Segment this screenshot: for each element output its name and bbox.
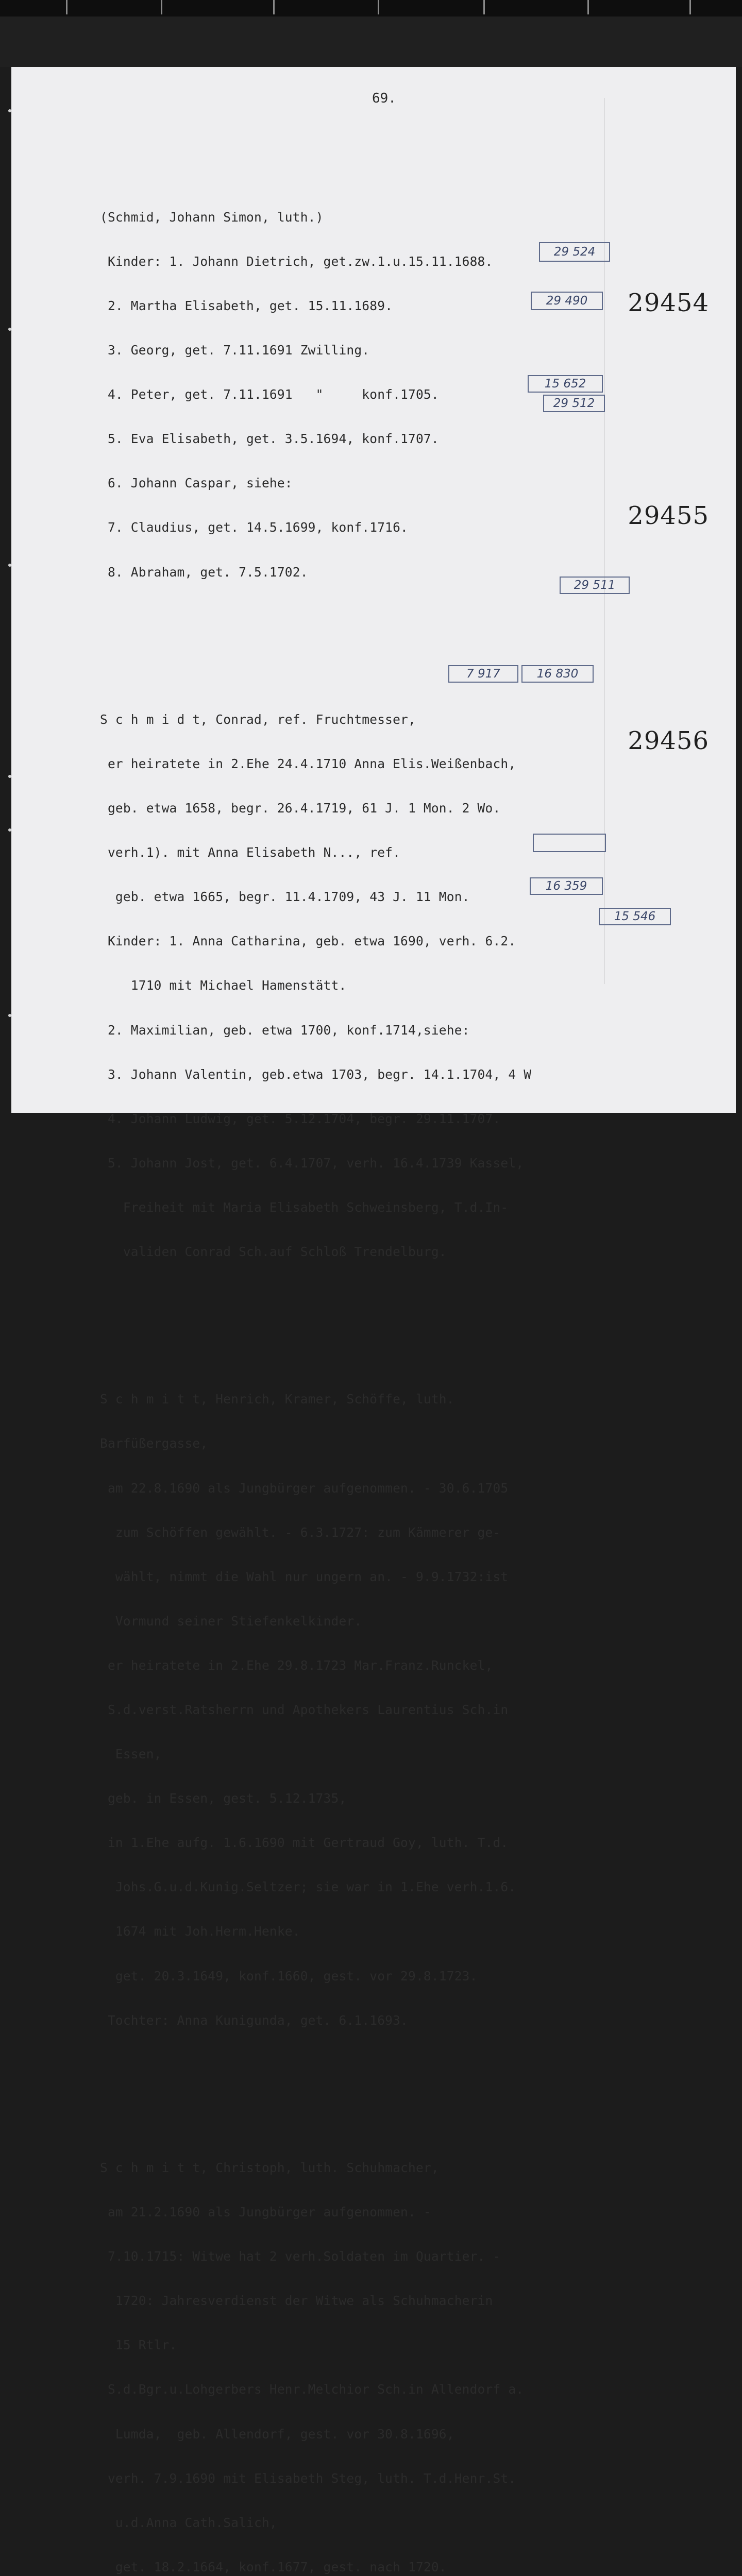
handwritten-reference-box: 16 830 [521, 665, 594, 683]
entry-29456 [100, 2131, 531, 2576]
entry-line: Kinder: 1. Anna Catharina, geb. etwa 1690, verh. 6.2. [100, 934, 516, 949]
entry-line: geb. etwa 1665, begr. 11.4.1709, 43 J. 11 Mon. [100, 889, 470, 905]
handwritten-reference-box: 7 917 [448, 665, 518, 683]
entry-line: 2. Maximilian, geb. etwa 1700, konf.1714,siehe: [100, 1022, 470, 1038]
entry-line: 5. Johann Jost, get. 6.4.1707, verh. 16.4.1739 Kassel, [100, 1155, 524, 1171]
scanner-tick [161, 0, 162, 14]
scanner-tick [273, 0, 275, 14]
entry-line: 4. Johann Ludwig, get. 5.12.1704, begr. 29.11.1707. [100, 1111, 501, 1126]
handwritten-reference-box: 15 652 [528, 375, 603, 393]
spacer [100, 639, 531, 653]
handwritten-reference-box: 16 359 [530, 877, 603, 895]
entry-line: 4. Peter, get. 7.11.1691 " konf.1705. [100, 387, 439, 402]
entry-line: get. 20.3.1649, konf.1660, gest. vor 29.8.1723. [100, 1968, 478, 1984]
scanner-tick [66, 0, 68, 14]
entry-line: S.d.verst.Ratsherrn und Apothekers Laurentius Sch.in [100, 1702, 509, 1717]
entry-line: 7.10.1715: Witwe hat 2 verh.Soldaten im Quartier. - [100, 2249, 501, 2264]
entry-line: S c h m i d t, Conrad, ref. Fruchtmesser, [100, 711, 416, 727]
entry-line: er heiratete in 2.Ehe 29.8.1723 Mar.Franz.Runckel, [100, 1657, 493, 1673]
entry-line: wählt, nimmt die Wahl nur ungern an. - 9.9.1732:ist [100, 1569, 509, 1584]
handwritten-reference-box [533, 834, 606, 852]
scan-background [0, 16, 742, 67]
entry-line: 1710 mit Michael Hamenstätt. [100, 978, 347, 993]
entry-line: S.d.Bgr.u.Lohgerbers Henr.Melchior Sch.in Allendorf a. [100, 2382, 524, 2397]
entry-line: 8. Abraham, get. 7.5.1702. [100, 564, 308, 580]
entry-line: get. 18.2.1664, konf.1677, gest. nach 1720. [100, 2559, 447, 2574]
entry-line: verh. 7.9.1690 mit Elisabeth Steg, luth. T.d.Henr.St. [100, 2470, 516, 2486]
entry-line: Lumda, geb. Allendorf, gest. vor 30.8.1696, [100, 2426, 454, 2442]
entry-29454 [100, 683, 531, 1289]
entry-line: validen Conrad Sch.auf Schloß Trendelburg. [100, 1244, 447, 1259]
entry-line: 5. Eva Elisabeth, get. 3.5.1694, konf.1707. [100, 431, 439, 447]
entry-line: (Schmid, Johann Simon, luth.) [100, 209, 324, 225]
handwritten-reference-box: 29 511 [560, 577, 630, 594]
handwritten-reference-box: 15 546 [599, 908, 671, 925]
entry-line: geb. etwa 1658, begr. 26.4.1719, 61 J. 1 Mon. 2 Wo. [100, 801, 501, 816]
entry-line: am 22.8.1690 als Jungbürger aufgenommen. - 30.6.1705 [100, 1480, 509, 1496]
entry-line: 2. Martha Elisabeth, get. 15.11.1689. [100, 298, 393, 313]
scanner-tick [378, 0, 379, 14]
entry-line: am 21.2.1690 als Jungbürger aufgenommen. - [100, 2205, 431, 2220]
genealogy-text [100, 151, 531, 2576]
scanner-tick [483, 0, 485, 14]
entry-schmid [100, 180, 531, 609]
entry-line: 7. Claudius, get. 14.5.1699, konf.1716. [100, 520, 409, 535]
entry-line: Tochter: Anna Kunigunda, get. 6.1.1693. [100, 2012, 409, 2028]
entry-line: 1720: Jahresverdienst der Witwe als Schuhmacherin [100, 2293, 493, 2309]
page-number: 69. [372, 91, 396, 106]
entry-line: 6. Johann Caspar, siehe: [100, 476, 293, 491]
entry-line: Essen, [100, 1747, 162, 1762]
entry-line: Vormund seiner Stiefenkelkinder. [100, 1613, 362, 1629]
spacer [100, 2087, 531, 2102]
entry-number: 29455 [628, 501, 709, 530]
entry-line: in 1.Ehe aufg. 1.6.1690 mit Gertraud Goy, luth. T.d. [100, 1835, 509, 1851]
scanner-bar [0, 0, 742, 16]
entry-line: verh.1). mit Anna Elisabeth N..., ref. [100, 845, 401, 860]
entry-line: 3. Georg, get. 7.11.1691 Zwilling. [100, 343, 370, 358]
spacer [100, 1319, 531, 1333]
handwritten-reference-box: 29 512 [543, 395, 605, 412]
entry-line: 3. Johann Valentin, geb.etwa 1703, begr. 14.1.1704, 4 W [100, 1066, 532, 1082]
entry-line: S c h m i t t, Christoph, luth. Schuhmacher, [100, 2160, 439, 2175]
entry-line: S c h m i t t, Henrich, Kramer, Schöffe, luth. [100, 1392, 454, 1407]
entry-29455 [100, 1363, 531, 2058]
entry-line: u.d.Anna Cath.Salich, [100, 2515, 277, 2530]
document-page [11, 67, 736, 2574]
entry-line: er heiratete in 2.Ehe 24.4.1710 Anna Elis.Weißenbach, [100, 756, 516, 771]
handwritten-reference-box: 29 524 [539, 242, 610, 262]
entry-line: Freiheit mit Maria Elisabeth Schweinsberg, T.d.In- [100, 1199, 509, 1215]
entry-number: 29454 [628, 289, 709, 317]
entry-line: Johs.G.u.d.Kunig.Seltzer; sie war in 1.Ehe verh.1.6. [100, 1879, 516, 1895]
entry-line: Barfüßergasse, [100, 1436, 208, 1451]
entry-number: 29456 [628, 726, 709, 755]
entry-line: geb. in Essen, gest. 5.12.1735, [100, 1791, 347, 1806]
entry-line: 15 Rtlr. [100, 2337, 177, 2353]
entry-line: Kinder: 1. Johann Dietrich, get.zw.1.u.15.11.1688. [100, 253, 493, 269]
scanner-tick [689, 0, 691, 14]
entry-line: 1674 mit Joh.Herm.Henke. [100, 1924, 300, 1939]
scanner-tick [587, 0, 589, 14]
entry-line: zum Schöffen gewählt. - 6.3.1727: zum Kämmerer ge- [100, 1524, 501, 1540]
handwritten-reference-box: 29 490 [531, 292, 603, 310]
